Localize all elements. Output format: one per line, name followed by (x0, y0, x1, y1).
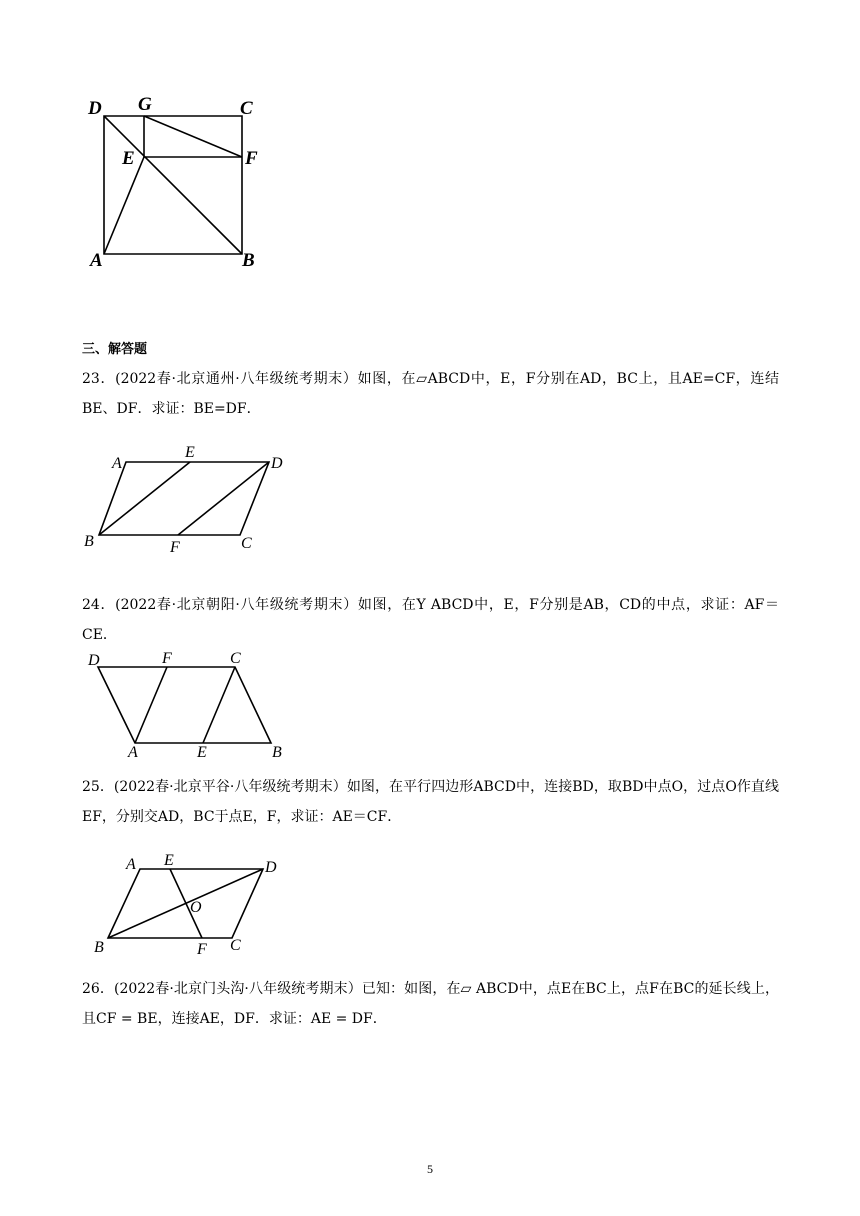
label-g: G (138, 94, 152, 115)
problem-26-text: 26．(2022春·北京门头沟·八年级统考期末）已知：如图，在▱ ABCD中，点E在BC上，点F在BC的延长线上，且CF = BE，连接AE，DF．求证：AE = DF． (82, 981, 779, 1027)
segment-db (104, 116, 242, 254)
parallelogram-abcd (98, 667, 271, 743)
section-heading: 三、解答题 (82, 342, 148, 357)
label-f: F (197, 941, 207, 958)
label-e: E (122, 148, 135, 169)
label-e: E (164, 852, 174, 869)
label-f: F (170, 539, 180, 556)
label-b: B (84, 533, 94, 550)
label-c: C (230, 937, 241, 954)
segment-gf (144, 116, 242, 157)
segment-ec (203, 667, 235, 743)
label-a: A (112, 455, 122, 472)
label-c: C (241, 535, 252, 552)
label-e: E (185, 444, 195, 461)
segment-ae (104, 157, 144, 254)
label-o: O (190, 899, 202, 916)
label-b: B (242, 250, 255, 271)
problem-24-text: 24．(2022春·北京朝阳·八年级统考期末）如图，在Y ABCD中，E，F分别是AB，CD的中点，求证：AF＝CE． (82, 597, 779, 643)
page-number: 5 (427, 1162, 433, 1176)
figure-problem-24 (82, 648, 302, 763)
label-e: E (197, 744, 207, 761)
label-c: C (230, 650, 241, 667)
label-b: B (94, 939, 104, 956)
label-a: A (90, 250, 103, 271)
label-a: A (126, 856, 136, 873)
label-d: D (88, 98, 102, 119)
label-c: C (240, 98, 253, 119)
label-d: D (265, 859, 277, 876)
parallelogram-abcd (99, 462, 269, 535)
figure-problem-25 (82, 848, 292, 963)
label-b: B (272, 744, 282, 761)
label-d: D (271, 455, 283, 472)
problem-23-text: 23．(2022春·北京通州·八年级统考期末）如图，在▱ABCD中，E，F分别在AD，BC上，且AE=CF，连结BE、DF．求证：BE=DF． (82, 371, 779, 417)
problem-25-text: 25．(2022春·北京平谷·八年级统考期末）如图，在平行四边形ABCD中，连接BD，取BD中点O，过点O作直线EF，分别交AD，BC于点E，F，求证：AE＝CF． (82, 779, 779, 825)
label-f: F (245, 148, 258, 169)
figure-problem-23 (82, 440, 302, 560)
label-d: D (88, 652, 100, 669)
figure-square (82, 92, 282, 282)
label-f: F (162, 650, 172, 667)
label-a: A (128, 744, 138, 761)
segment-af (135, 667, 167, 743)
